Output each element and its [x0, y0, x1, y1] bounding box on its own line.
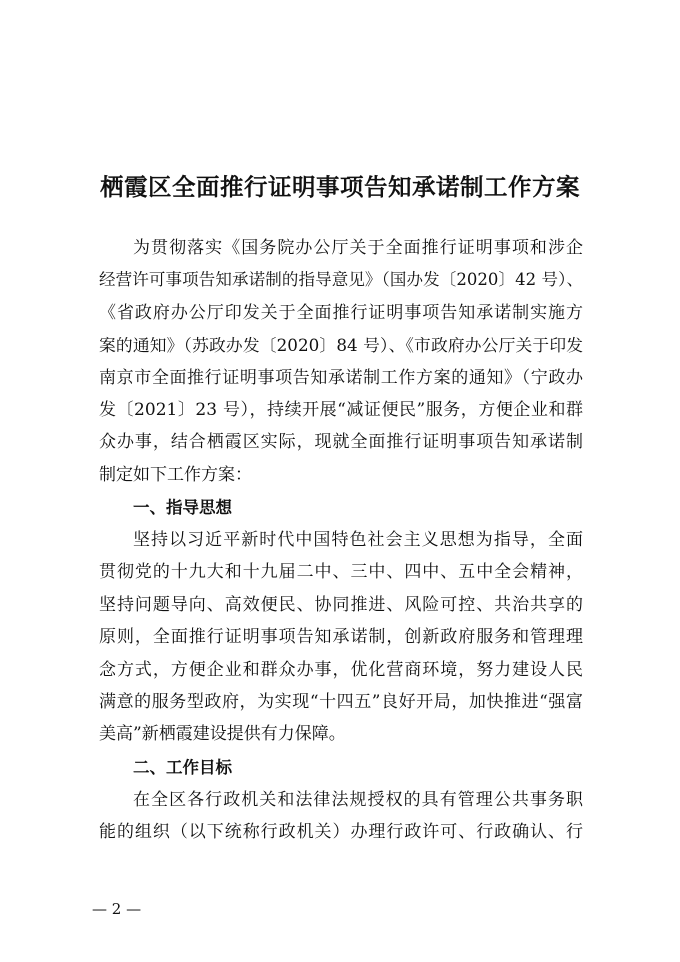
- section-heading: 一、指导思想: [133, 498, 232, 517]
- paragraph-line: 坚持以习近平新时代中国特色社会主义思想为指导，全面: [133, 530, 583, 550]
- work-goals-paragraph: [99, 784, 583, 849]
- section-heading-guiding-ideology: [99, 492, 583, 524]
- guiding-ideology-paragraph: [99, 524, 583, 751]
- paragraph-line: 美高”新栖霞建设提供有力保障。: [99, 724, 346, 745]
- paragraph-line: 经营许可事项告知承诺制的指导意见》（国办发〔2020〕42 号）、: [99, 270, 583, 290]
- paragraph-line: 在全区各行政机关和法律法规授权的具有管理公共事务职: [133, 790, 583, 810]
- intro-paragraph: [99, 232, 583, 491]
- section-heading: 二、工作目标: [133, 758, 232, 777]
- paragraph-line: 坚持问题导向、高效便民、协同推进、风险可控、共治共享的: [99, 594, 583, 615]
- paragraph-line: 满意的服务型政府，为实现“十四五”良好开局，加快推进“强富: [99, 691, 583, 712]
- paragraph-line: 《省政府办公厅印发关于全面推行证明事项告知承诺制实施方: [99, 302, 583, 323]
- section-heading-work-goals: [99, 752, 583, 784]
- page-number: — 2 —: [92, 900, 142, 918]
- paragraph-line: 发〔2021〕23 号），持续开展“减证便民”服务，方便企业和群: [99, 399, 583, 420]
- paragraph-line: 众办事，结合栖霞区实际，现就全面推行证明事项告知承诺制: [99, 432, 583, 453]
- document-title: 栖霞区全面推行证明事项告知承诺制工作方案: [100, 173, 580, 201]
- paragraph-line: 能的组织（以下统称行政机关）办理行政许可、行政确认、行: [99, 822, 583, 843]
- paragraph-line: 案的通知》（苏政办发〔2020〕84 号）、《市政府办公厅关于印发: [99, 335, 583, 356]
- paragraph-line: 南京市全面推行证明事项告知承诺制工作方案的通知》（宁政办: [99, 367, 583, 388]
- paragraph-line: 原则，全面推行证明事项告知承诺制，创新政府服务和管理理: [99, 627, 583, 648]
- paragraph-line: 制定如下工作方案：: [99, 464, 252, 485]
- paragraph-line: 贯彻党的十九大和十九届二中、三中、四中、五中全会精神，: [99, 562, 583, 583]
- paragraph-line: 为贯彻落实《国务院办公厅关于全面推行证明事项和涉企: [133, 238, 583, 258]
- paragraph-line: 念方式，方便企业和群众办事，优化营商环境，努力建设人民: [99, 659, 583, 680]
